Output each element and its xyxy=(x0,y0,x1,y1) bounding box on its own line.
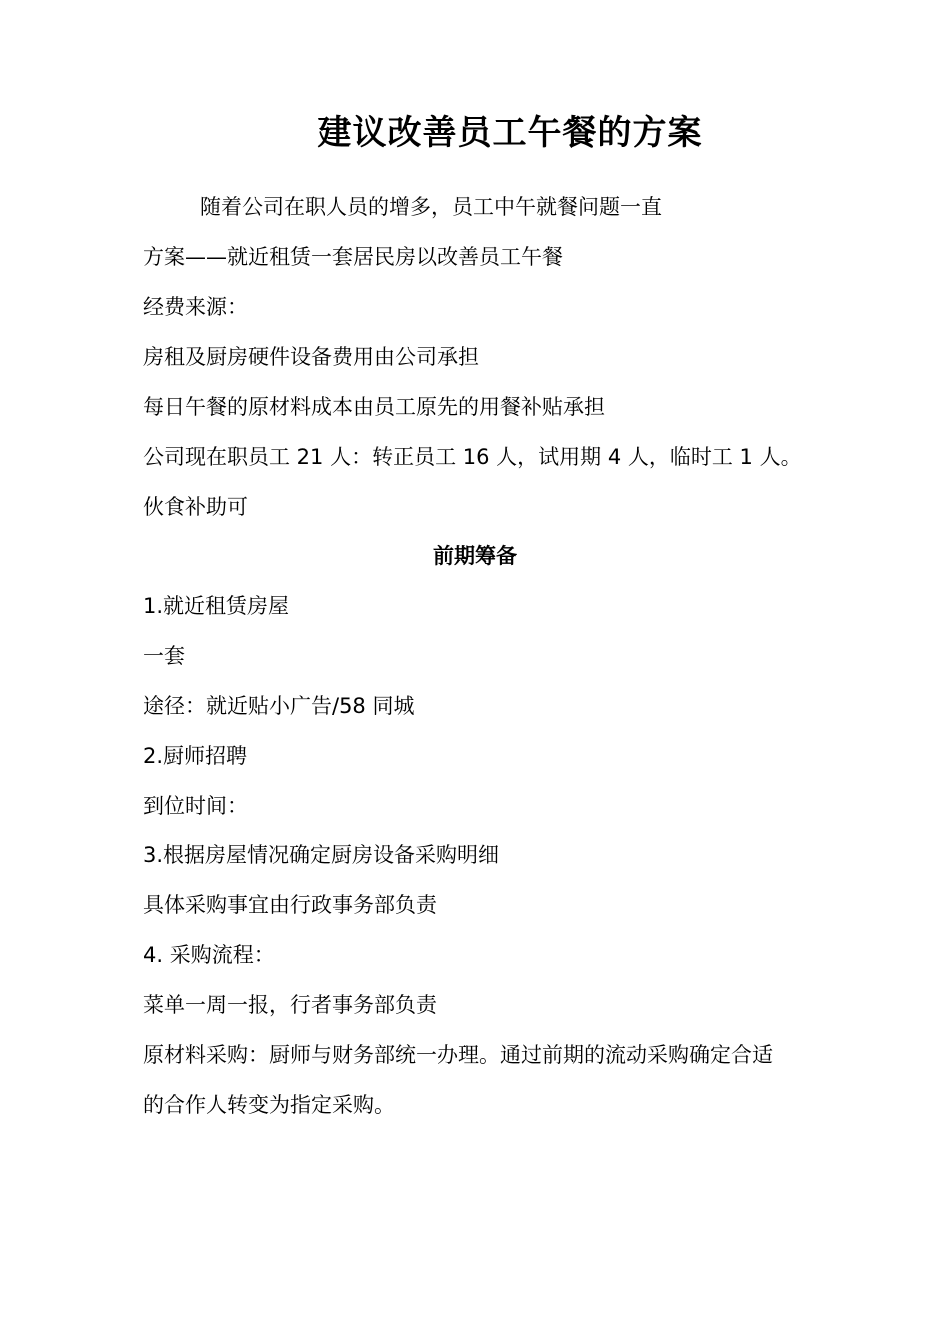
funding-label: 经费来源： xyxy=(143,295,248,319)
funding-daily-line: 每日午餐的原材料成本由员工原先的用餐补贴承担 xyxy=(143,395,605,419)
step3-detail: 具体采购事宜由行政事务部负责 xyxy=(143,893,437,917)
step1-detail: 一套 xyxy=(143,644,185,668)
step4-material-line-2: 的合作人转变为指定采购。 xyxy=(143,1093,395,1117)
step2-heading: 2.厨师招聘 xyxy=(143,744,248,768)
step4-menu-line: 菜单一周一报，行者事务部负责 xyxy=(143,993,437,1017)
staff-count-line: 公司现在职员工 21 人：转正员工 16 人，试用期 4 人，临时工 1 人。 xyxy=(143,445,802,469)
step4-heading: 4. 采购流程： xyxy=(143,943,275,967)
step4-material-line-1: 原材料采购：厨师与财务部统一办理。通过前期的流动采购确定合适 xyxy=(143,1043,773,1067)
funding-rent-line: 房租及厨房硬件设备费用由公司承担 xyxy=(143,345,479,369)
plan-line: 方案——就近租赁一套居民房以改善员工午餐 xyxy=(143,245,563,269)
step1-channel: 途径：就近贴小广告/58 同城 xyxy=(143,694,415,718)
intro-paragraph: 随着公司在职人员的增多，员工中午就餐问题一直 xyxy=(200,195,662,219)
step1-heading: 1.就近租赁房屋 xyxy=(143,594,290,618)
document-title: 建议改善员工午餐的方案 xyxy=(317,113,703,153)
step3-heading: 3.根据房屋情况确定厨房设备采购明细 xyxy=(143,843,500,867)
section-heading: 前期筹备 xyxy=(433,544,517,568)
step2-detail: 到位时间： xyxy=(143,794,248,818)
subsidy-line: 伙食补助可 xyxy=(143,495,248,519)
